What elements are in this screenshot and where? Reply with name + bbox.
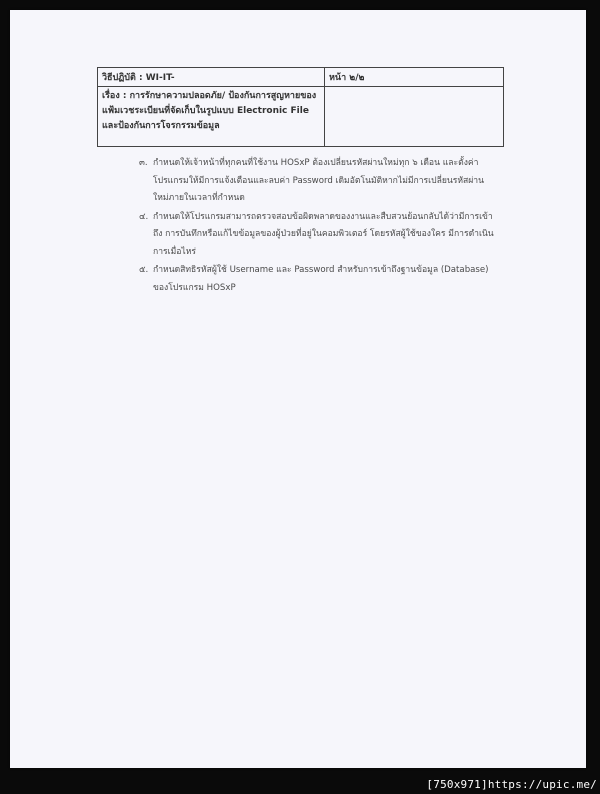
header-empty-cell bbox=[325, 87, 504, 147]
item-text: กำหนดสิทธิรหัสผู้ใช้ Username และ Password สำหรับการเข้าถึงฐานข้อมูล (Database) ของโปรแกรม HOSxP bbox=[153, 265, 489, 293]
list-item bbox=[139, 209, 499, 262]
header-table bbox=[97, 67, 504, 147]
body-content bbox=[139, 155, 499, 298]
list-item bbox=[139, 155, 499, 208]
procedure-label: วิธีปฏิบัติ : WI-IT- bbox=[98, 68, 325, 87]
watermark-text: [750x971]https://upic.me/ bbox=[426, 778, 597, 791]
document-page bbox=[10, 10, 586, 768]
item-text: กำหนดให้เจ้าหน้าที่ทุกคนที่ใช้งาน HOSxP ต้องเปลี่ยนรหัสผ่านใหม่ทุก ๖ เดือน และตั้งค่าโปรแกรมให้มีการแจ้งเตือนและลบค่า Password เดิมอัตโนมัติหากไม่มีการเปลี่ยนรหัสผ่านใหม่ภายในเวลาที่กำหนด bbox=[153, 158, 485, 203]
item-text: กำหนดให้โปรแกรมสามารถตรวจสอบข้อผิดพลาดของงานและสืบสวนย้อนกลับได้ว่ามีการเข้าถึง การบันทึกหรือแก้ไขข้อมูลของผู้ป่วยที่อยู่ในคอมพิวเตอร์ โดยรหัสผู้ใช้ของใคร มีการดำเนินการเมื่อไหร่ bbox=[153, 211, 494, 257]
list-item bbox=[139, 262, 499, 297]
item-number: ๔. bbox=[139, 211, 149, 222]
page-number: หน้า ๒/๒ bbox=[325, 68, 504, 87]
item-number: ๕. bbox=[139, 265, 149, 275]
item-number: ๓. bbox=[139, 158, 148, 168]
subject-text: เรื่อง : การรักษาความปลอดภัย/ ป้องกันการสูญหายของแฟ้มเวชระเบียนที่จัดเก็บในรูปแบบ Electronic File และป้องกันการโจรกรรมข้อมูล bbox=[98, 87, 325, 147]
